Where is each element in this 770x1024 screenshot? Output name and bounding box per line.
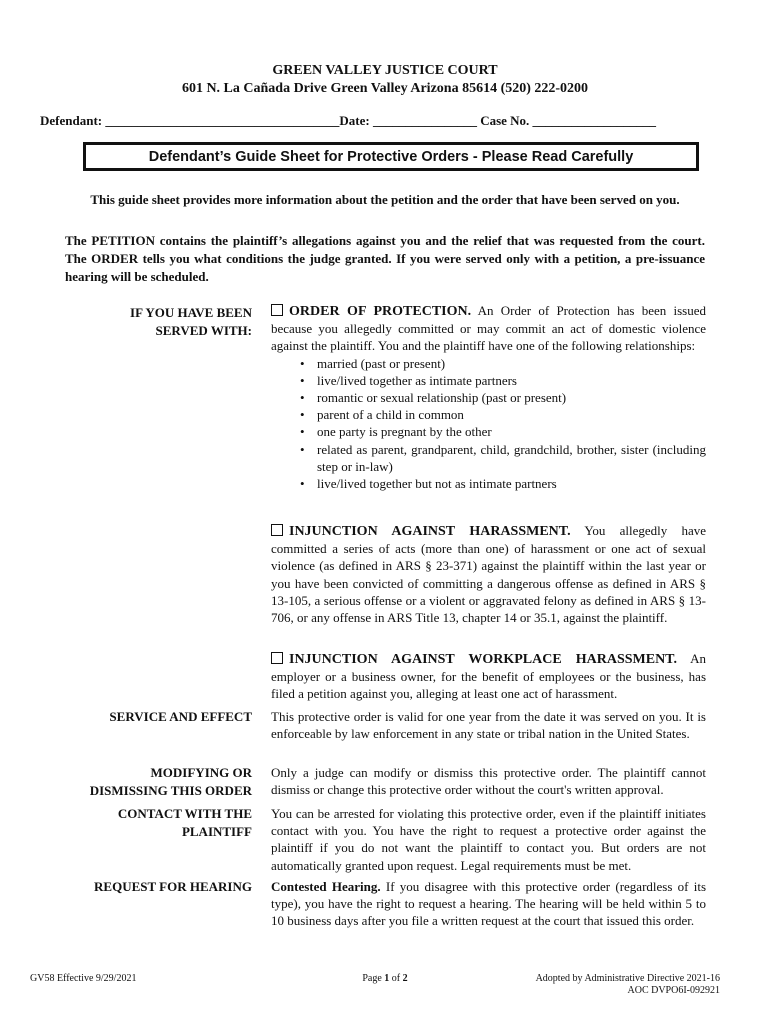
aoc-code: AOC DVPO6I-092921	[627, 985, 720, 996]
served-with-label-line1: IF YOU HAVE BEEN	[130, 305, 252, 320]
court-address: 601 N. La Cañada Drive Green Valley Arizona 85614 (520) 222-0200	[181, 81, 589, 96]
guide-title: Defendant’s Guide Sheet for Protective Orders - Please Read Carefully	[83, 142, 699, 171]
served-with-label	[60, 304, 252, 340]
list-item: • married (past or present)	[317, 355, 706, 372]
list-item: • parent of a child in common	[317, 406, 706, 423]
date-label: Date:	[339, 113, 370, 128]
injunction-workplace-heading: INJUNCTION AGAINST WORKPLACE HARASSMENT.	[289, 652, 677, 667]
footer-right	[470, 973, 720, 997]
contact-label-line1: CONTACT WITH THE	[117, 806, 252, 821]
order-of-protection-checkbox[interactable]	[271, 304, 283, 316]
modifying-text: Only a judge can modify or dismiss this protective order. The plaintiff cannot dismiss or change this protective order without the court's written approval.	[271, 765, 706, 798]
order-of-protection-section	[271, 302, 706, 492]
contact-label	[60, 805, 252, 841]
contested-hearing-text: If you disagree with this protective order (regardless of its type), you have the right to request a hearing. The hearing will be held within 5 to 10 business days after you file a written request at the court that issued this order.	[271, 879, 707, 929]
injunction-harassment-heading: INJUNCTION AGAINST HARASSMENT.	[289, 524, 571, 539]
list-item: • live/lived together but not as intimate partners	[317, 475, 706, 492]
contact-label-line2: PLAINTIFF	[181, 824, 252, 839]
page-of: of	[391, 973, 401, 984]
page-current: 1	[384, 973, 390, 984]
defendant-line	[40, 113, 730, 129]
injunction-harassment-checkbox[interactable]	[271, 524, 283, 536]
list-item: • live/lived together as intimate partners	[317, 372, 706, 389]
modifying-label-line2: DISMISSING THIS ORDER	[89, 783, 252, 798]
court-name: GREEN VALLEY JUSTICE COURT	[272, 63, 498, 78]
injunction-harassment-section	[271, 522, 706, 626]
page-prefix: Page	[362, 973, 382, 984]
injunction-workplace-section	[271, 650, 706, 703]
injunction-harassment-text: You allegedly have committed a series of acts (more than one) of harassment or one act of sexual violence (as defined in ARS § 23-371) against the plaintiff within the last year or you have been convicted of committing a dangerous offense as defined in ARS § 13-105, a serious offense or a violent or aggravated felony as defined in ARS § 13-706, or any offense in ARS Title 13, chapter 14 or 35.1, against the plaintiff.	[271, 523, 706, 626]
service-effect-text: This protective order is valid for one year from the date it was served on you. It is enforceable by law enforcement in any state or tribal nation in the United States.	[271, 709, 706, 742]
list-item: • related as parent, grandparent, child, grandchild, brother, sister (including step or in-law)	[317, 441, 706, 475]
order-of-protection-paragraph	[271, 302, 706, 355]
list-item: • romantic or sexual relationship (past or present)	[317, 389, 706, 406]
service-effect-label: SERVICE AND EFFECT	[109, 709, 252, 724]
injunction-workplace-checkbox[interactable]	[271, 652, 283, 664]
injunction-workplace-text: An employer or a business owner, for the benefit of employees or the business, has filed a petition against you, alleging at least one act of harassment.	[271, 651, 706, 702]
directive-text: Adopted by Administrative Directive 2021-16	[535, 973, 720, 984]
served-with-label-line2: SERVED WITH:	[155, 323, 252, 338]
date-field[interactable]: ________________	[372, 113, 477, 128]
order-of-protection-text: An Order of Protection has been issued because you allegedly committed or may commit an act of domestic violence against the plaintiff. You and the plaintiff have one of the following relationships:	[271, 303, 706, 354]
request-hearing-section	[271, 878, 706, 930]
contested-hearing-heading: Contested Hearing.	[271, 879, 381, 894]
case-number-label: Case No.	[480, 113, 530, 128]
order-of-protection-heading: ORDER OF PROTECTION.	[289, 304, 472, 319]
modifying-label-line1: MODIFYING OR	[150, 765, 252, 780]
contact-text: You can be arrested for violating this protective order, even if the plaintiff initiates contact with you. You have the right to request a protective order against the plaintiff if you do not want the plaintiff to contact you. But orders are not automatically granted upon request. Legal requirements must be met.	[271, 806, 706, 873]
request-hearing-label: REQUEST FOR HEARING	[94, 879, 252, 894]
intro-text: This guide sheet provides more information about the petition and the order that have been served on you.	[90, 192, 680, 207]
case-number-field[interactable]: ___________________	[532, 113, 657, 128]
modifying-label	[60, 764, 252, 800]
petition-note: The PETITION contains the plaintiff’s allegations against you and the relief that was requested from the court. The ORDER tells you what conditions the judge granted. If you were served only with a petition, a pre-issuance hearing will be scheduled.	[65, 233, 705, 284]
defendant-label: Defendant:	[40, 113, 103, 128]
relationships-list	[271, 355, 706, 493]
form-id: GV58 Effective 9/29/2021	[30, 973, 137, 984]
page-total: 2	[402, 973, 408, 984]
defendant-field[interactable]: ____________________________________	[105, 113, 340, 128]
list-item: • one party is pregnant by the other	[317, 423, 706, 440]
